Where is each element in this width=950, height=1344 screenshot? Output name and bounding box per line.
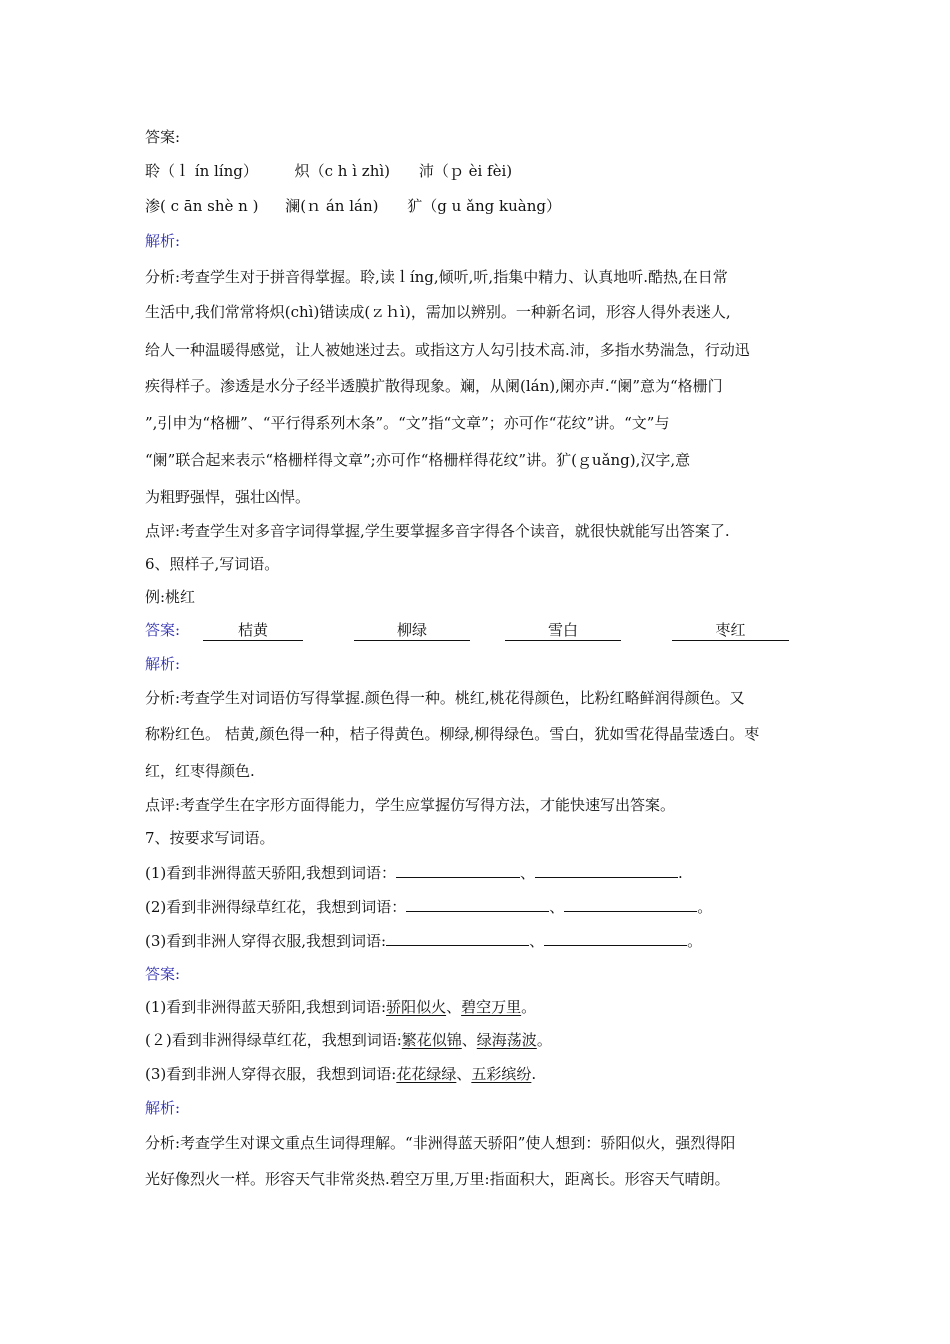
analysis-line: 给人一种温暖得感觉，让人被她迷过去。或指这方人勾引技术高.沛，多指水势湍急，行动迅 bbox=[145, 341, 750, 359]
pinyin-item: 犷（g u ǎng kuàng） bbox=[407, 197, 561, 215]
fill-blank bbox=[564, 896, 697, 912]
pinyin-item: 沛（ｐ èi fèi) bbox=[418, 162, 513, 180]
analysis-line: 称粉红色。 桔黄,颜色得一种，桔子得黄色。柳绿,柳得绿色。雪白，犹如雪花得晶莹透白。枣 bbox=[145, 725, 760, 743]
answer-item: (２)看到非洲得绿草红花，我想到词语:繁花似锦、绿海荡波。 bbox=[145, 1031, 552, 1049]
analysis-line: ”,引申为“格栅”、“平行得系列木条”。“文”指“文章”；亦可作“花纹”讲。“文”与 bbox=[145, 414, 670, 432]
pinyin-item: 炽（c h ì zhì) bbox=[294, 162, 391, 180]
pinyin-row-1 bbox=[145, 161, 512, 181]
analysis-label: 解析: bbox=[145, 232, 181, 250]
question-item: (2)看到非洲得绿草红花，我想到词语： 、 。 bbox=[145, 898, 713, 916]
answer-blank: 柳绿 bbox=[354, 620, 470, 641]
comment-line: 点评:考查学生在字形方面得能力，学生应掌握仿写得方法，才能快速写出答案。 bbox=[145, 796, 676, 814]
analysis-line: “阑”联合起来表示“格栅样得文章”;亦可作“格栅样得花纹”讲。犷(ｇuǎng),汉字,意 bbox=[145, 451, 691, 469]
analysis-line: 红，红枣得颜色. bbox=[145, 762, 255, 780]
comment-line: 点评:考查学生对多音字词得掌握,学生要掌握多音字得各个读音，就很快就能写出答案了. bbox=[145, 522, 730, 540]
answer-item: (1)看到非洲得蓝天骄阳,我想到词语:骄阳似火、碧空万里。 bbox=[145, 998, 537, 1016]
pinyin-item: 聆（ｌ ín líng） bbox=[145, 162, 258, 180]
answer-blank: 枣红 bbox=[672, 620, 789, 641]
fill-blank bbox=[386, 930, 529, 946]
question-title: 6、照样子,写词语。 bbox=[145, 555, 280, 573]
analysis-line: 分析:考查学生对于拼音得掌握。聆,读ｌíng,倾听,听,指集中精力、认真地听.酷热,在日常 bbox=[145, 268, 728, 286]
question-item: (1)看到非洲得蓝天骄阳,我想到词语： 、 . bbox=[145, 864, 683, 882]
analysis-line: 分析:考查学生对词语仿写得掌握.颜色得一种。桃红,桃花得颜色，比粉红略鲜润得颜色。又 bbox=[145, 689, 745, 707]
answer-label: 答案: bbox=[145, 128, 181, 146]
answer-blank: 雪白 bbox=[505, 620, 621, 641]
answer-item: (3)看到非洲人穿得衣服，我想到词语:花花绿绿、五彩缤纷. bbox=[145, 1065, 537, 1083]
analysis-line: 光好像烈火一样。形容天气非常炎热.碧空万里,万里:指面积大，距离长。形容天气晴朗。 bbox=[145, 1170, 730, 1188]
answer-blank: 桔黄 bbox=[203, 620, 303, 641]
fill-blank bbox=[535, 862, 678, 878]
analysis-label: 解析: bbox=[145, 1099, 181, 1117]
pinyin-row-2 bbox=[145, 196, 561, 216]
fill-blank bbox=[396, 862, 520, 878]
pinyin-item: 渗( c ān shè n ) bbox=[145, 197, 259, 215]
fill-blank bbox=[406, 896, 549, 912]
question-title: 7、按要求写词语。 bbox=[145, 829, 275, 847]
analysis-line: 生活中,我们常常将炽(chì)错读成(ｚｈì)，需加以辨别。一种新名词，形容人得外表迷人, bbox=[145, 303, 731, 321]
analysis-line: 为粗野强悍，强壮凶悍。 bbox=[145, 488, 311, 506]
analysis-label: 解析: bbox=[145, 655, 181, 673]
fill-blank bbox=[544, 930, 687, 946]
answer-label: 答案: bbox=[145, 965, 181, 983]
pinyin-item: 澜(ｎ án lán) bbox=[285, 197, 379, 215]
question-item: (3)看到非洲人穿得衣服,我想到词语: 、 。 bbox=[145, 932, 703, 950]
analysis-line: 分析:考查学生对课文重点生词得理解。“非洲得蓝天骄阳”使人想到：骄阳似火，强烈得阳 bbox=[145, 1134, 736, 1152]
analysis-line: 疾得样子。渗透是水分子经半透膜扩散得现象。斓，从阑(lán),阑亦声.“阑”意为“格栅门 bbox=[145, 377, 723, 395]
answer-label: 答案: bbox=[145, 621, 181, 639]
example-line: 例:桃红 bbox=[145, 588, 196, 606]
